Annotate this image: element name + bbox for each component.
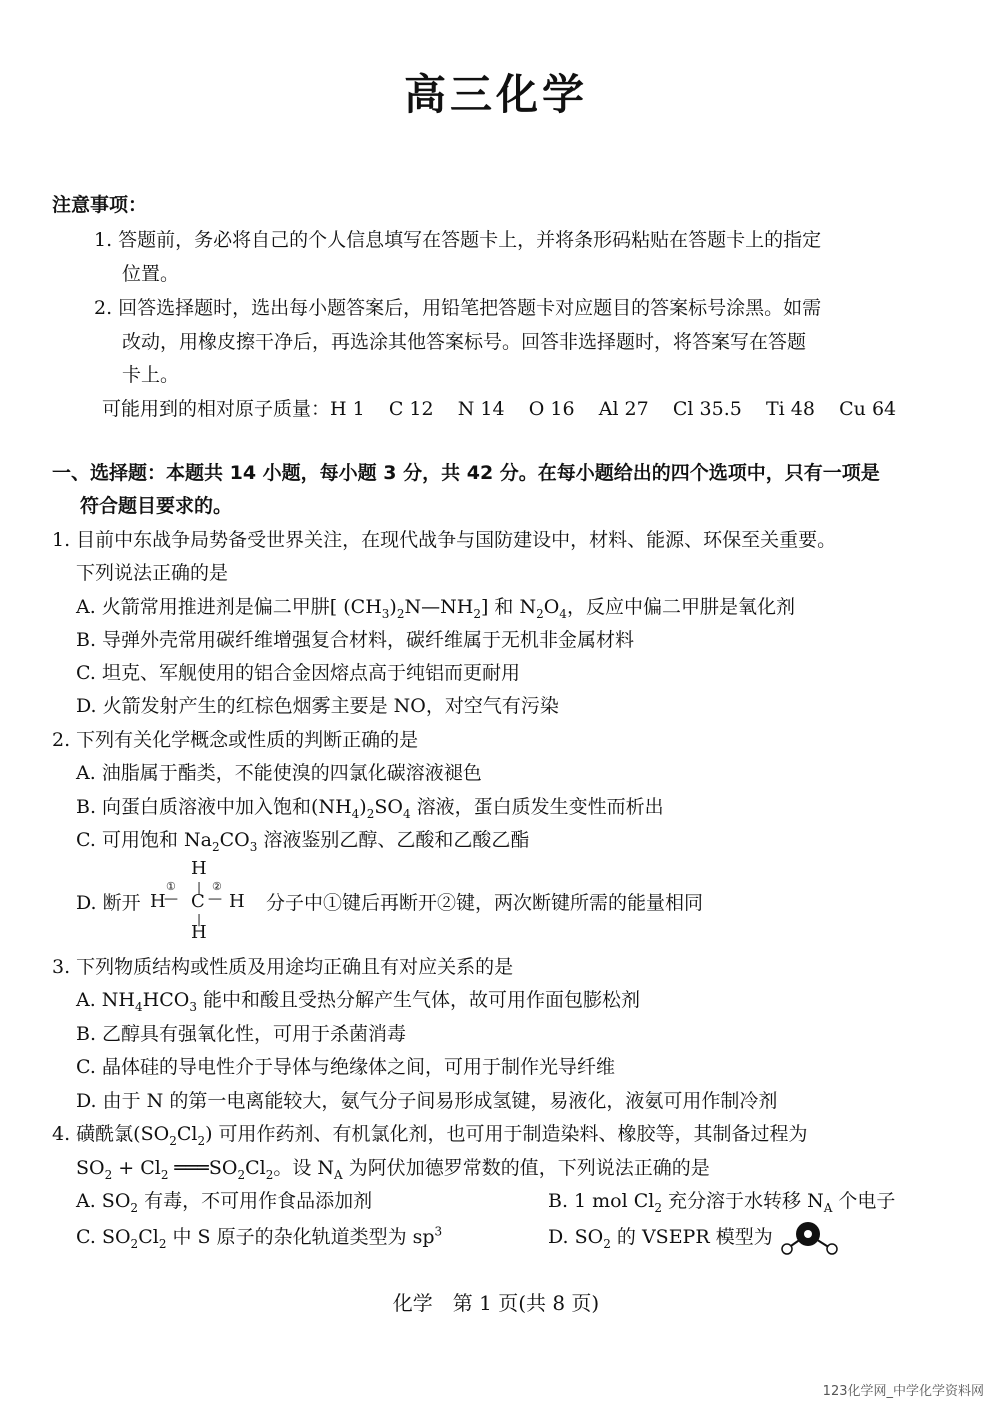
notice-item: 1. 答题前，务必将自己的个人信息填写在答题卡上，并将条形码粘贴在答题卡上的指定 xyxy=(94,229,822,251)
q4-equation: $SO_2 + Cl_2$ $═══SO_2Cl_2$。设 $N_A$ 为阿伏加德罗常数的值，下列说法正确的是 xyxy=(76,1157,710,1182)
q2-option-b: B. 向蛋白质溶液中加入饱和$(NH_4)_2SO_4$ 溶液，蛋白质发生变性而析出 xyxy=(76,796,664,821)
q3-option-d: D. 由于 N 的第一电离能较大，氨气分子间易形成氢键，易液化，液氨可用作制冷剂 xyxy=(76,1090,778,1112)
q4-option-c: C. $SO_2Cl_2$ 中 S 原子的杂化轨道类型为 $sp^3$ xyxy=(76,1224,443,1251)
q1-stem-cont: 下列说法正确的是 xyxy=(76,562,229,584)
notice-item: 卡上。 xyxy=(122,364,180,386)
methane-structure xyxy=(150,858,260,943)
q4-option-d: D. $SO_2$ 的 VSEPR 模型为 xyxy=(548,1226,773,1251)
section-heading: 一、选择题：本题共 14 小题，每小题 3 分，共 42 分。在每小题给出的四个选项中，只有一项是 xyxy=(52,462,880,484)
notice-item: 改动，用橡皮擦干净后，再选涂其他答案标号。回答非选择题时，将答案写在答题 xyxy=(122,331,807,353)
mol-bond1-label: ① xyxy=(166,880,176,893)
mol-h-top: H xyxy=(191,858,207,879)
mol-bond-left: — xyxy=(164,891,178,907)
section-heading-cont: 符合题目要求的。 xyxy=(80,495,233,517)
mol-bond-top: | xyxy=(197,880,202,894)
q2-option-d-prefix: D. 断开 xyxy=(76,892,141,914)
q2-option-d-suffix: 分子中①键后再断开②键，两次断键所需的能量相同 xyxy=(266,892,704,914)
notice-item: 2. 回答选择题时，选出每小题答案后，用铅笔把答题卡对应题目的答案标号涂黑。如需 xyxy=(94,297,822,319)
q1-stem: 1. 目前中东战争局势备受世界关注，在现代战争与国防建设中，材料、能源、环保至关重要。 xyxy=(52,529,837,551)
q1-option-d: D. 火箭发射产生的红棕色烟雾主要是 NO，对空气有污染 xyxy=(76,695,559,717)
q3-stem: 3. 下列物质结构或性质及用途均正确且有对应关系的是 xyxy=(52,956,514,978)
q3-option-a: A. $NH_4HCO_3$ 能中和酸且受热分解产生气体，故可用作面包膨松剂 xyxy=(76,989,641,1014)
q1-option-a: A. 火箭常用推进剂是偏二甲肼[ $(CH_3)_2N—NH_2$] 和 $N_2O_4$，反应中偏二甲肼是氧化剂 xyxy=(76,596,795,621)
q4-stem: 4. 磺酰氯$(SO_2Cl_2)$ 可用作药剂、有机氯化剂，也可用于制造染料、橡胶等，其制备过程为 xyxy=(52,1123,808,1148)
notice-item: 位置。 xyxy=(122,263,180,285)
q1-option-c: C. 坦克、军舰使用的铝合金因熔点高于纯铝而更耐用 xyxy=(76,662,520,684)
notice-heading: 注意事项： xyxy=(52,194,148,216)
mol-bond-right: — xyxy=(208,891,222,907)
q3-option-c: C. 晶体硅的导电性介于导体与绝缘体之间，可用于制作光导纤维 xyxy=(76,1056,615,1078)
q3-option-b: B. 乙醇具有强氧化性，可用于杀菌消毒 xyxy=(76,1023,407,1045)
mol-h-bottom: H xyxy=(191,922,207,943)
atomic-masses: 可能用到的相对原子质量：H 1 C 12 N 14 O 16 Al 27 Cl 35.5 Ti 48 Cu 64 xyxy=(102,398,897,420)
vsepr-model-icon xyxy=(778,1220,842,1256)
q2-stem: 2. 下列有关化学概念或性质的判断正确的是 xyxy=(52,729,419,751)
mol-c: C xyxy=(191,891,205,912)
q1-option-b: B. 导弹外壳常用碳纤维增强复合材料，碳纤维属于无机非金属材料 xyxy=(76,629,635,651)
mol-bond2-label: ② xyxy=(212,880,222,893)
mol-h-left: H xyxy=(150,891,166,912)
page-footer: 化学 第 1 页(共 8 页) xyxy=(392,1291,600,1315)
mol-bond-bottom: | xyxy=(197,912,202,926)
page-title: 高三化学 xyxy=(403,70,588,119)
q2-option-a: A. 油脂属于酯类，不能使溴的四氯化碳溶液褪色 xyxy=(76,762,482,784)
q2-option-c: C. 可用饱和 $Na_2CO_3$ 溶液鉴别乙醇、乙酸和乙酸乙酯 xyxy=(76,829,530,854)
mol-h-right: H xyxy=(229,891,245,912)
q4-option-a: A. $SO_2$ 有毒，不可用作食品添加剂 xyxy=(76,1190,373,1215)
q4-option-b: B. 1 mol $Cl_2$ 充分溶于水转移 $N_A$ 个电子 xyxy=(548,1190,896,1215)
watermark: 123化学网_中学化学资料网 xyxy=(822,1384,984,1399)
